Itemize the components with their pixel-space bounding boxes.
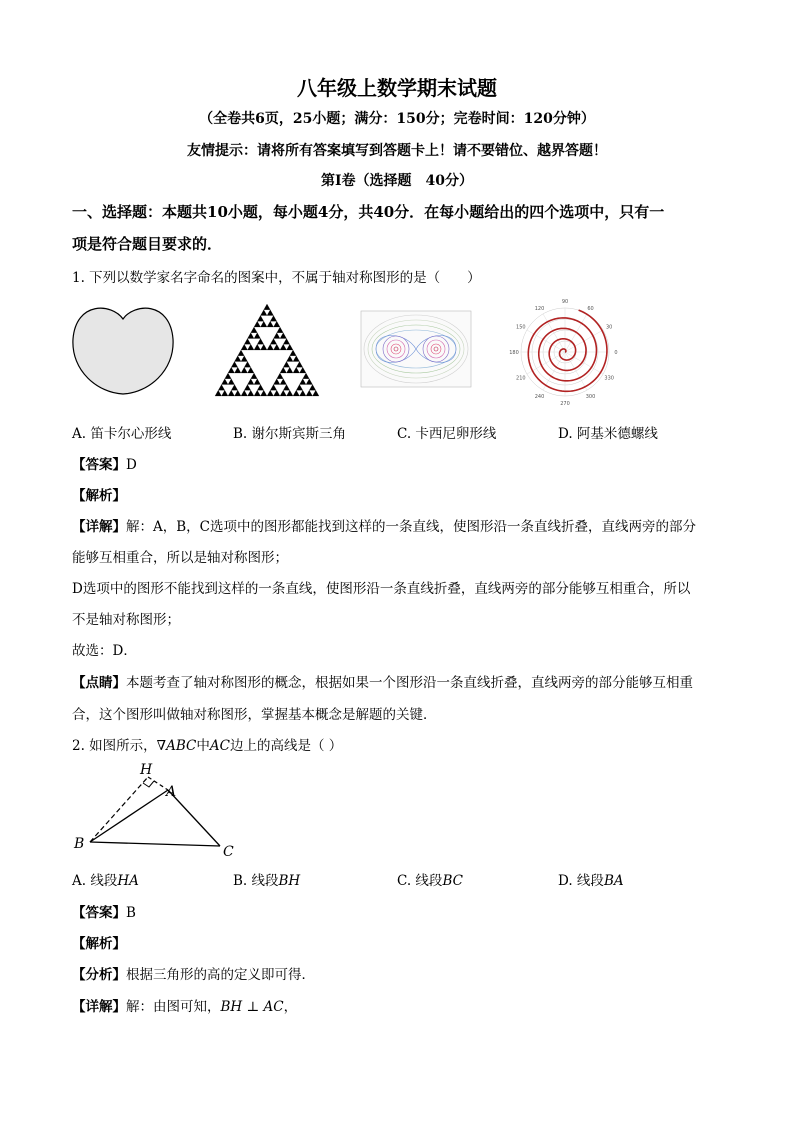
label-c: C	[223, 844, 234, 860]
answer-value: D	[126, 457, 137, 473]
label-a: A	[166, 784, 177, 800]
polar-angle-label: 270	[560, 401, 570, 406]
q1-option-c[interactable]: C. 卡西尼卵形线	[397, 426, 497, 442]
detail-tag: 【 详解 】	[72, 519, 126, 535]
q2-stem: 2. 如图所示，∇ABC中AC边上的高线是（ ）	[72, 738, 343, 754]
q2-answer	[72, 901, 136, 921]
section-heading-line1: 一、选择题：本题共10小题，每小题4分，共40分．在每小题给出的四个选项中，只有一	[72, 203, 665, 221]
q1-option-d[interactable]: D. 阿基米德螺线	[558, 426, 658, 442]
q2-option-b[interactable]: B. 线段BH	[233, 873, 301, 889]
q2-detail: 【 详解 】 解：由图可知，BH ⊥ AC，	[72, 995, 297, 1015]
q2-fenxi: 【 分析 】 根据三角形的高的定义即可得．	[72, 963, 315, 983]
polar-angle-label: 300	[585, 394, 596, 401]
q1-detail-line5: 故选：D．	[72, 643, 137, 659]
q2-option-d[interactable]: D. 线段BA	[558, 873, 624, 889]
q2-analysis-tag: 【 解析 】	[72, 932, 126, 952]
q1-detail-line3: D选项中的图形不能找到这样的一条直线，使图形沿一条直线折叠，直线两旁的部分能够互相重合，所以	[72, 581, 691, 597]
label-b: B	[74, 836, 85, 852]
cardioid-figure	[68, 301, 178, 397]
polar-angle-label: 180	[509, 350, 519, 356]
q1-detail-line1: 【 详解 】 解：A，B，C选项中的图形都能找到这样的一条直线，使图形沿一条直线折叠，直线两旁的部分	[72, 515, 696, 535]
polar-angle-label: 330	[604, 375, 614, 382]
q1-answer	[72, 453, 137, 473]
notice: 友情提示：请将所有答案填写到答题卡上！请不要错位、越界答题！	[187, 143, 607, 159]
label-h: H	[140, 762, 153, 778]
cassini-oval-figure	[360, 310, 472, 388]
q2-option-a[interactable]: A. 线段HA	[72, 873, 139, 889]
page-title: 八年级上数学期末试题	[297, 76, 497, 100]
section-heading-line2: 项是符合题目要求的．	[72, 235, 223, 253]
answer-tag: 【 答案 】	[72, 905, 126, 921]
polar-angle-label: 120	[534, 305, 545, 312]
q1-option-a[interactable]: A. 笛卡尔心形线	[72, 426, 172, 442]
triangle-figure	[68, 760, 243, 860]
q1-analysis-tag: 【 解析 】	[72, 484, 126, 504]
q1-stem: 1. 下列以数学家名字命名的图案中，不属于轴对称图形的是（ ）	[72, 270, 481, 286]
answer-tag: 【 答案 】	[72, 457, 126, 473]
polar-angle-label: 90	[561, 299, 569, 305]
detail-tag: 【 详解 】	[72, 999, 126, 1015]
q1-point-line1: 【 点睛 】 本题考查了轴对称图形的概念，根据如果一个图形沿一条直线折叠，直线两旁的部分能够互相重	[72, 671, 693, 691]
q1-detail-line4: 不是轴对称图形；	[72, 612, 180, 628]
archimedean-spiral-figure	[507, 296, 623, 406]
polar-angle-label: 30	[605, 324, 613, 331]
q1-detail-line2: 能够互相重合，所以是轴对称图形；	[72, 550, 288, 566]
answer-value: B	[126, 905, 136, 921]
point-tag: 【 点睛 】	[72, 675, 126, 691]
polar-angle-label: 0	[614, 350, 618, 356]
exam-info: （全卷共6页，25小题；满分：150分；完卷时间：120分钟）	[199, 111, 595, 127]
polar-angle-label: 240	[534, 394, 545, 401]
polar-angle-label: 210	[516, 375, 526, 382]
q1-point-line2: 合，这个图形叫做轴对称图形，掌握基本概念是解题的关键．	[72, 707, 437, 723]
sierpinski-triangle-figure	[212, 302, 322, 398]
q1-option-b[interactable]: B. 谢尔斯宾斯三角	[233, 426, 347, 442]
q2-option-c[interactable]: C. 线段BC	[397, 873, 463, 889]
polar-angle-label: 60	[587, 305, 594, 312]
polar-angle-label: 150	[516, 324, 526, 331]
fenxi-tag: 【 分析 】	[72, 967, 126, 983]
part-title: 第Ⅰ卷（选择题 40分）	[320, 173, 474, 189]
